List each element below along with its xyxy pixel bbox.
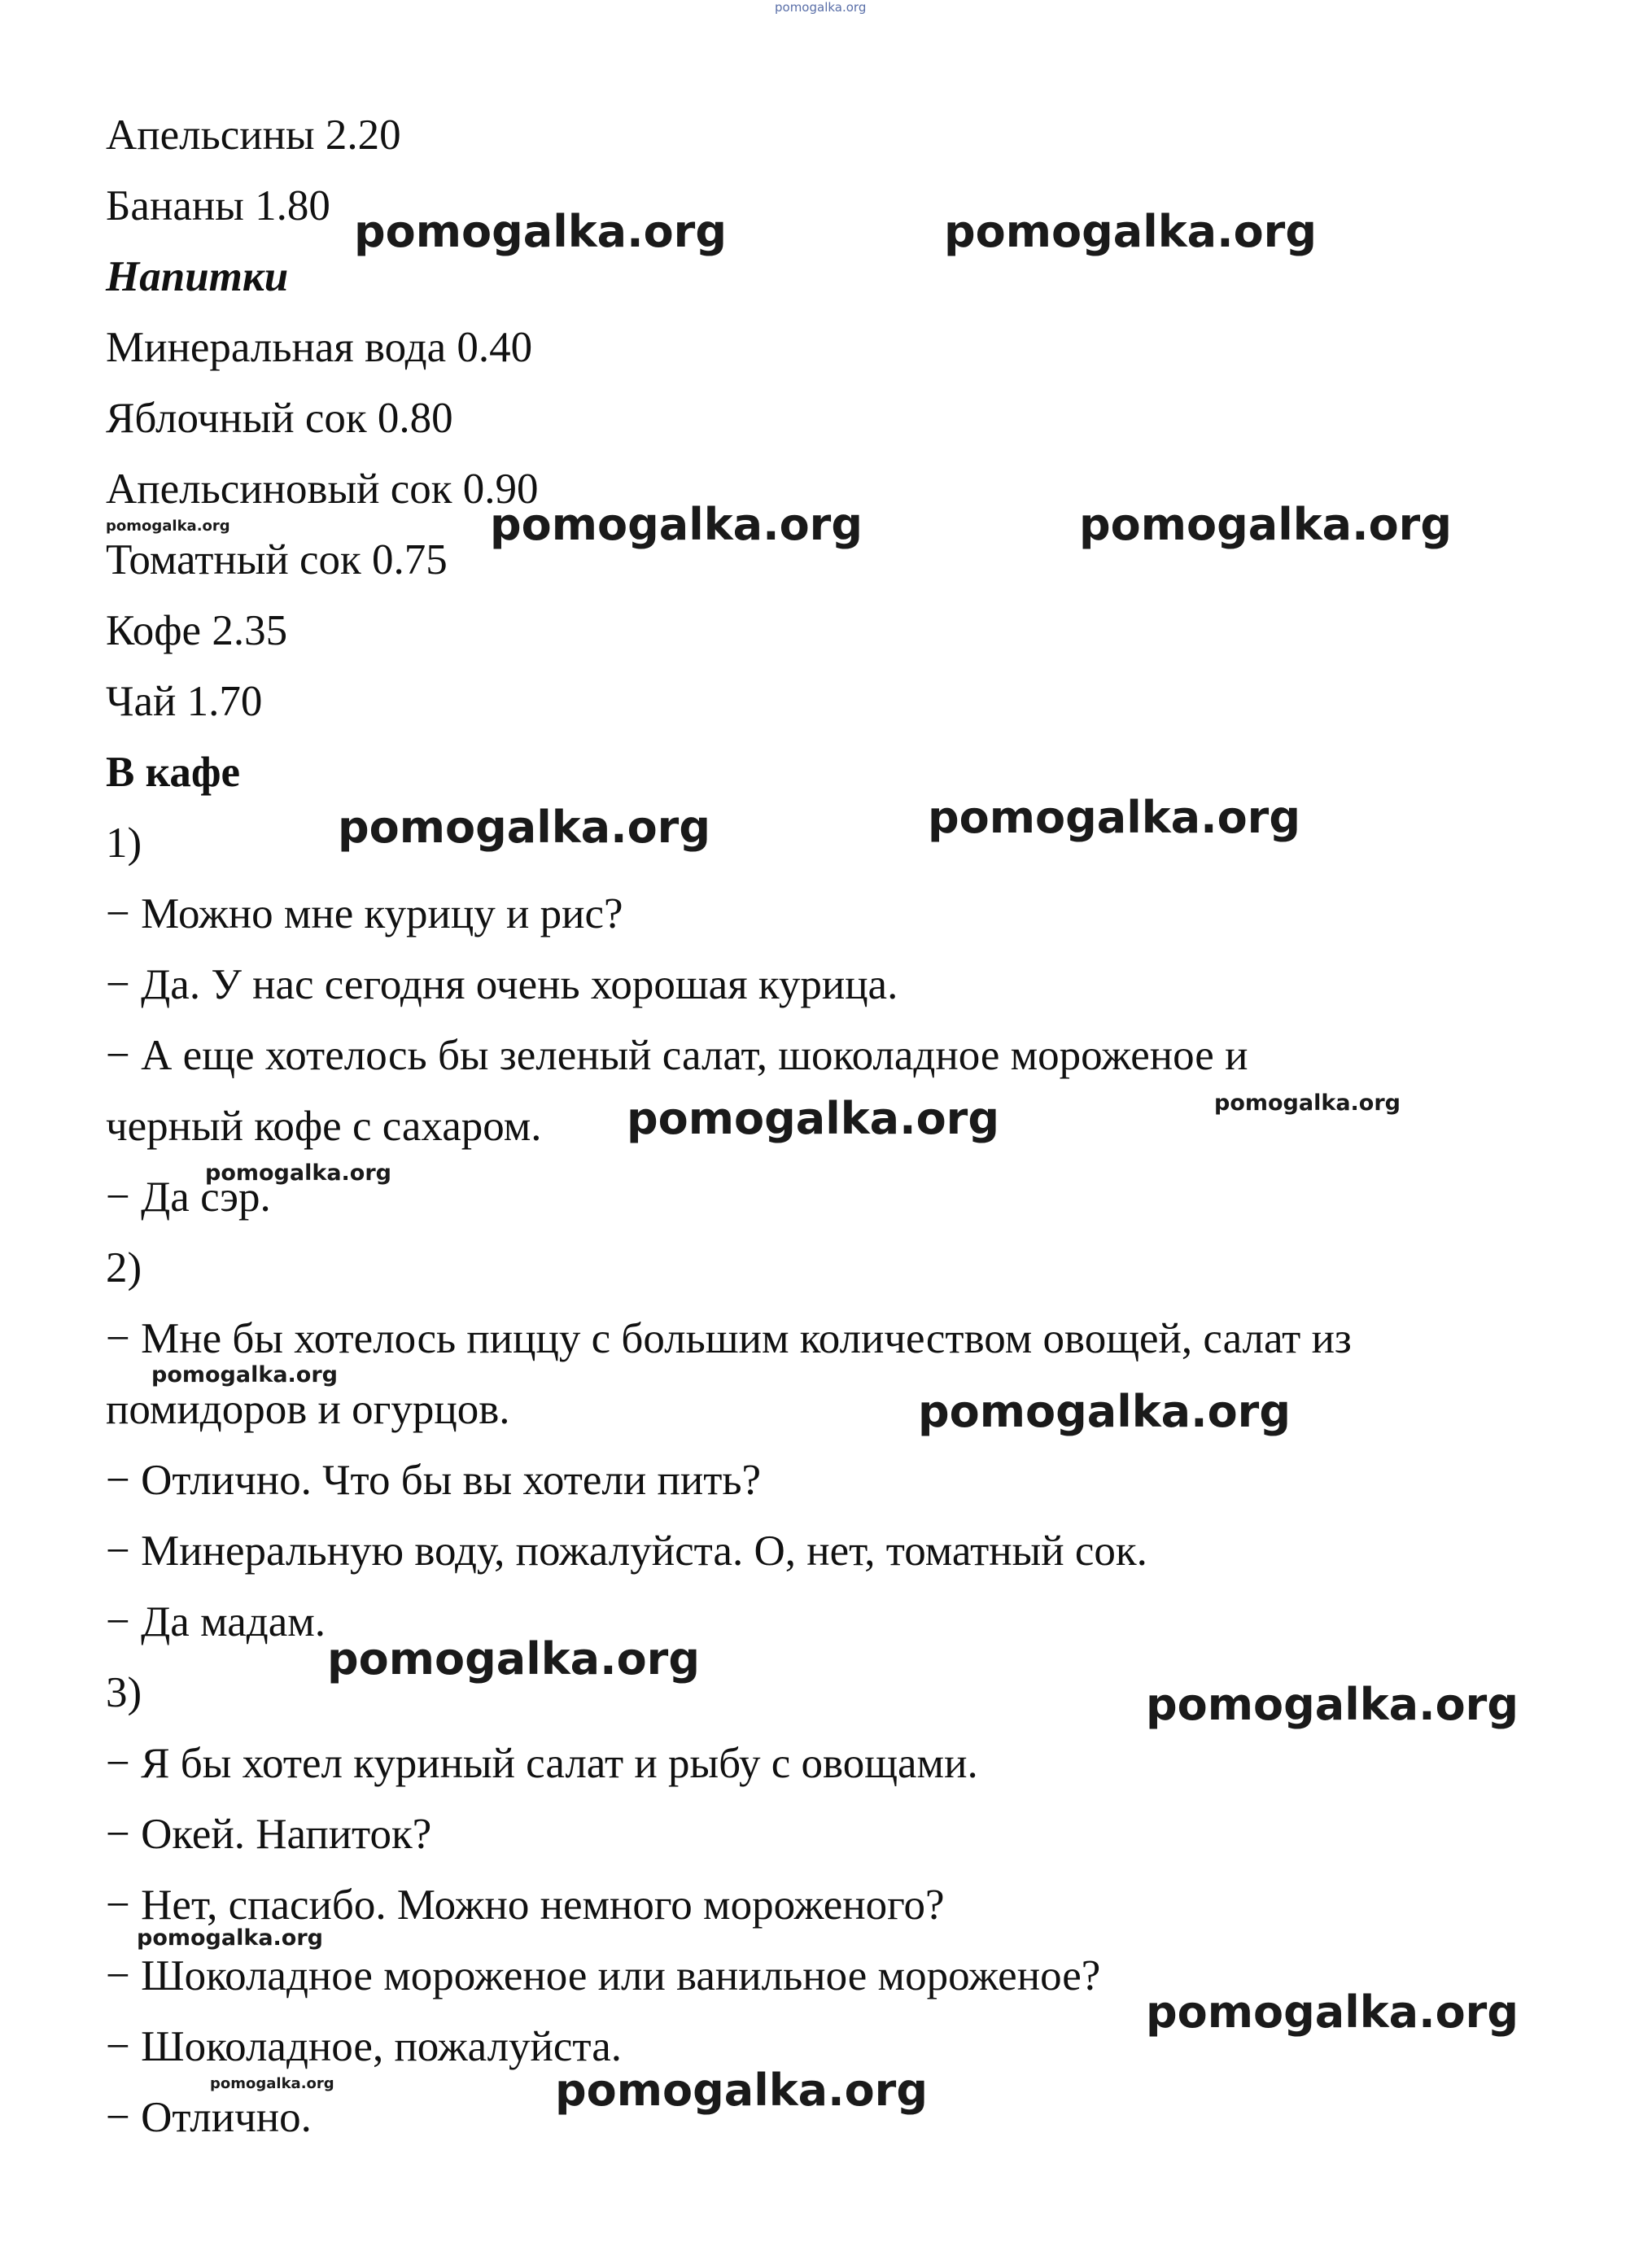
dialogue-line: − Отлично. Что бы вы хотели пить? <box>106 1457 762 1504</box>
watermark: pomogalka.org <box>210 2075 334 2092</box>
watermark: pomogalka.org <box>928 792 1300 843</box>
text-line-orange-juice: Апельсиновый сок 0.90 <box>106 465 539 513</box>
dialogue-line: − Можно мне курицу и рис? <box>106 890 623 937</box>
watermark: pomogalka.org <box>1079 499 1452 550</box>
section-heading-drinks: Напитки <box>106 253 289 300</box>
text-line-bananas: Бананы 1.80 <box>106 182 330 229</box>
watermark: pomogalka.org <box>338 802 710 853</box>
dialogue-line: черный кофе с сахаром. <box>106 1103 542 1150</box>
watermark: pomogalka.org <box>1146 1679 1519 1730</box>
dialogue-line: − Отлично. <box>106 2094 312 2141</box>
watermark: pomogalka.org <box>555 2065 928 2116</box>
text-line-oranges: Апельсины 2.20 <box>106 111 401 159</box>
text-line-tea: Чай 1.70 <box>106 678 263 725</box>
dialogue-line: − Окей. Напиток? <box>106 1811 432 1858</box>
text-line-coffee: Кофе 2.35 <box>106 607 288 654</box>
watermark: pomogalka.org <box>205 1160 391 1186</box>
dialogue-number-1: 1) <box>106 819 142 867</box>
dialogue-line: − А еще хотелось бы зеленый салат, шоколадное мороженое и <box>106 1032 1248 1079</box>
dialogue-line: − Шоколадное мороженое или ванильное мороженое? <box>106 1952 1101 1999</box>
watermark: pomogalka.org <box>354 206 727 257</box>
watermark: pomogalka.org <box>1214 1090 1401 1116</box>
watermark: pomogalka.org <box>490 499 863 550</box>
text-line-apple-juice: Яблочный сок 0.80 <box>106 395 453 442</box>
dialogue-number-3: 3) <box>106 1669 142 1716</box>
dialogue-line: − Минеральную воду, пожалуйста. О, нет, томатный сок. <box>106 1527 1147 1575</box>
watermark: pomogalka.org <box>627 1093 999 1144</box>
header-watermark: pomogalka.org <box>775 0 867 15</box>
watermark: pomogalka.org <box>1146 1986 1519 2038</box>
dialogue-line: − Да. У нас сегодня очень хорошая курица. <box>106 961 898 1008</box>
dialogue-line: помидоров и огурцов. <box>106 1386 510 1433</box>
watermark: pomogalka.org <box>944 206 1317 257</box>
watermark: pomogalka.org <box>151 1362 338 1388</box>
watermark: pomogalka.org <box>106 518 230 535</box>
dialogue-line: − Я бы хотел куриный салат и рыбу с овощами. <box>106 1740 978 1787</box>
dialogue-line: − Нет, спасибо. Можно немного мороженого? <box>106 1881 945 1929</box>
text-line-mineral-water: Минеральная вода 0.40 <box>106 324 533 371</box>
dialogue-line: − Да сэр. <box>106 1173 271 1221</box>
watermark: pomogalka.org <box>918 1386 1291 1437</box>
dialogue-line: − Да мадам. <box>106 1598 326 1645</box>
section-heading-in-cafe: В кафе <box>106 749 241 796</box>
text-line-tomato-juice: Томатный сок 0.75 <box>106 536 448 583</box>
dialogue-number-2: 2) <box>106 1244 142 1291</box>
dialogue-line: − Мне бы хотелось пиццу с большим количеством овощей, салат из <box>106 1315 1352 1362</box>
watermark: pomogalka.org <box>137 1925 323 1951</box>
watermark: pomogalka.org <box>327 1633 700 1685</box>
dialogue-line: − Шоколадное, пожалуйста. <box>106 2023 623 2070</box>
